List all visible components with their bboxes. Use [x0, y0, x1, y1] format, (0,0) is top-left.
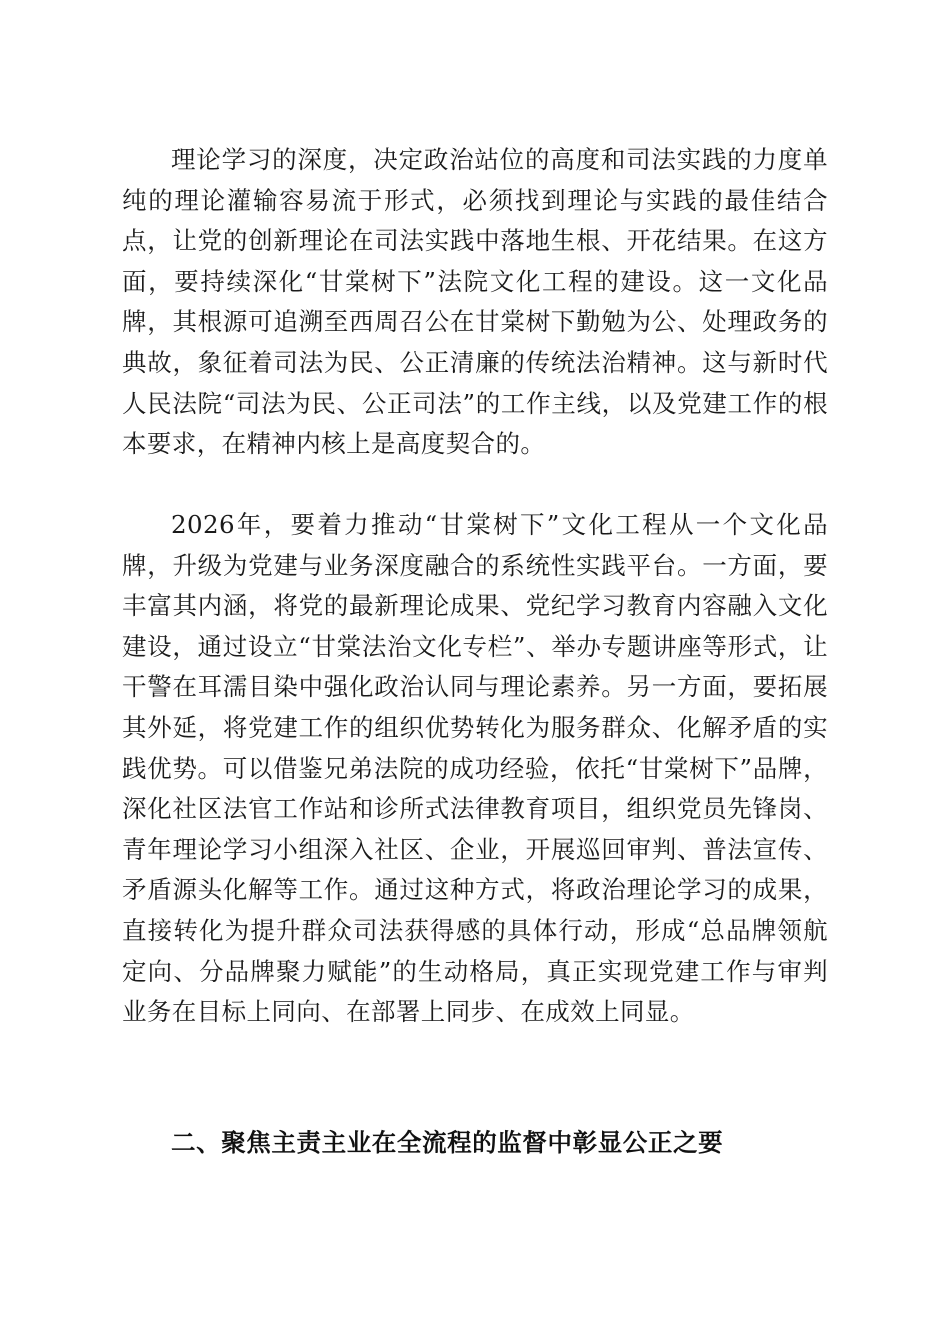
section-heading: 二、聚焦主责主业在全流程的监督中彰显公正之要 — [171, 1128, 724, 1157]
paragraph-theory-study: 理论学习的深度，决定政治站位的高度和司法实践的力度单纯的理论灌输容易流于形式，必须找到理论与实践的最佳结合点，让党的创新理论在司法实践中落地生根、开花结果。在这方面，要持续深化“甘棠树下”法院文化工程的建设。这一文化品牌，其根源可追溯至西周召公在甘棠树下勤勉为公、处理政务的典故，象征着司法为民、公正清廉的传统法治精神。这与新时代人民法院“司法为民、公正司法”的工作主线，以及党建工作的根本要求，在精神内核上是高度契合的。 — [122, 145, 828, 459]
paragraph-gantang-project: 2026年，要着力推动“甘棠树下”文化工程从一个文化品牌，升级为党建与业务深度融合的系统性实践平台。一方面，要丰富其内涵，将党的最新理论成果、党纪学习教育内容融入文化建设，通过设立“甘棠法治文化专栏”、举办专题讲座等形式，让干警在耳濡目染中强化政治认同与理论素养。另一方面，要拓展其外延，将党建工作的组织优势转化为服务群众、化解矛盾的实践优势。可以借鉴兄弟法院的成功经验，依托“甘棠树下”品牌，深化社区法官工作站和诊所式法律教育项目，组织党员先锋岗、青年理论学习小组深入社区、企业，开展巡回审判、普法宣传、矛盾源头化解等工作。通过这种方式，将政治理论学习的成果，直接转化为提升群众司法获得感的具体行动，形成“总品牌领航定向、分品牌聚力赋能”的生动格局，真正实现党建工作与审判业务在目标上同向、在部署上同步、在成效上同显。 — [122, 510, 828, 1027]
body-block-2 — [122, 505, 828, 1033]
body-block-1 — [122, 140, 828, 465]
